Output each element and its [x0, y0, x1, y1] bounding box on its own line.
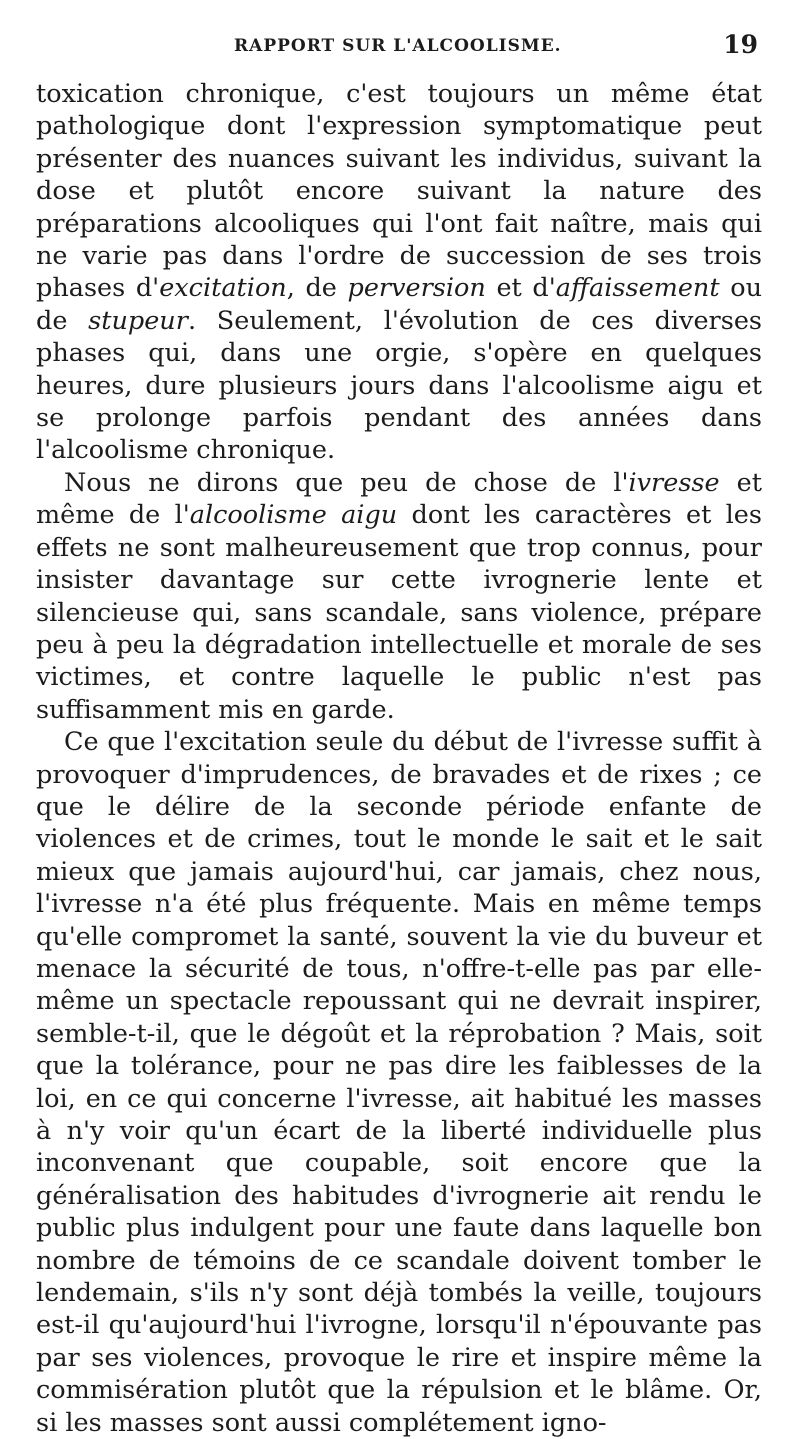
- text-segment: ou de: [36, 273, 763, 336]
- italic-term: alcoolisme aigu: [189, 500, 398, 531]
- italic-term: affaissement: [555, 273, 720, 304]
- paragraph-3: [36, 726, 762, 1439]
- page-number: 19: [723, 30, 758, 59]
- body-text: [36, 78, 762, 1439]
- italic-term: stupeur: [88, 305, 188, 336]
- italic-term: ivresse: [628, 467, 720, 498]
- book-page: [36, 28, 762, 1439]
- italic-term: perversion: [347, 273, 486, 304]
- paragraph-1: [36, 78, 762, 467]
- paragraph-2: [36, 467, 762, 726]
- text-segment: toxication chronique, c'est toujours un même état pathologique dont l'expression symptomatique peut présenter des nuances suivant les individus, suivant la dose et plutôt encore suivant la nature des préparations alcooliques qui l'ont fait naître, mais qui ne varie pas dans l'ordre de succession de ses trois phases d': [36, 79, 762, 304]
- text-segment: et même de l': [36, 467, 762, 531]
- running-title: RAPPORT SUR L'ALCOOLISME.: [234, 36, 562, 56]
- text-segment: Ce que l'excitation seule du début de l'ivresse suffit à provoquer d'imprudences, de bravades et de rixes ; ce que le délire de la seconde période enfante de violences et de crimes, tout le monde le sait et le sait mieux que jamais aujourd'hui, car jamais, chez nous, l'ivresse n'a été plus fréquente. Mais en même temps qu'elle compromet la santé, souvent la vie du buveur et menace la sécurité de tous, n'offre-t-elle pas par elle-même un spectacle repoussant qui ne devrait inspirer, semble-t-il, que le dégoût et la réprobation ? Mais, soit que la tolérance, pour ne pas dire les faiblesses de la loi, en ce qui concerne l'ivresse, ait habitué les masses à n'y voir qu'un écart de la liberté individuelle plus inconvenant que coupable, soit encore que la généralisation des habitudes d'ivrognerie ait rendu le public plus indulgent pour une faute dans laquelle bon nombre de témoins de ce scandale doivent tomber le lendemain, s'ils n'y sont déjà tombés la veille, toujours est-il qu'aujourd'hui l'ivrogne, lorsqu'il n'épouvante pas par ses violences, provoque le rire et inspire même la commisération plutôt que la répulsion et le blâme. Or, si les masses sont aussi complétement igno-: [36, 727, 762, 1438]
- italic-term: excitation: [159, 273, 287, 304]
- text-segment: , de: [286, 273, 348, 304]
- text-segment: Nous ne dirons que peu de chose de l': [64, 467, 629, 498]
- text-segment: et d': [485, 273, 556, 304]
- text-segment: . Seulement, l'évolution de ces diverses phases qui, dans une orgie, s'opère en quelques heures, dure plusieurs jours dans l'alcoolisme aigu et se prolonge parfois pendant des années dans l'alcoolisme chronique.: [36, 305, 762, 466]
- text-segment: dont les caractères et les effets ne sont malheureusement que trop connus, pour insister davantage sur cette ivrognerie lente et silencieuse qui, sans scandale, sans violence, prépare peu à peu la dégradation intellectuelle et morale de ses victimes, et contre laquelle le public n'est pas suffisamment mis en garde.: [36, 500, 762, 725]
- page-header: [36, 28, 762, 76]
